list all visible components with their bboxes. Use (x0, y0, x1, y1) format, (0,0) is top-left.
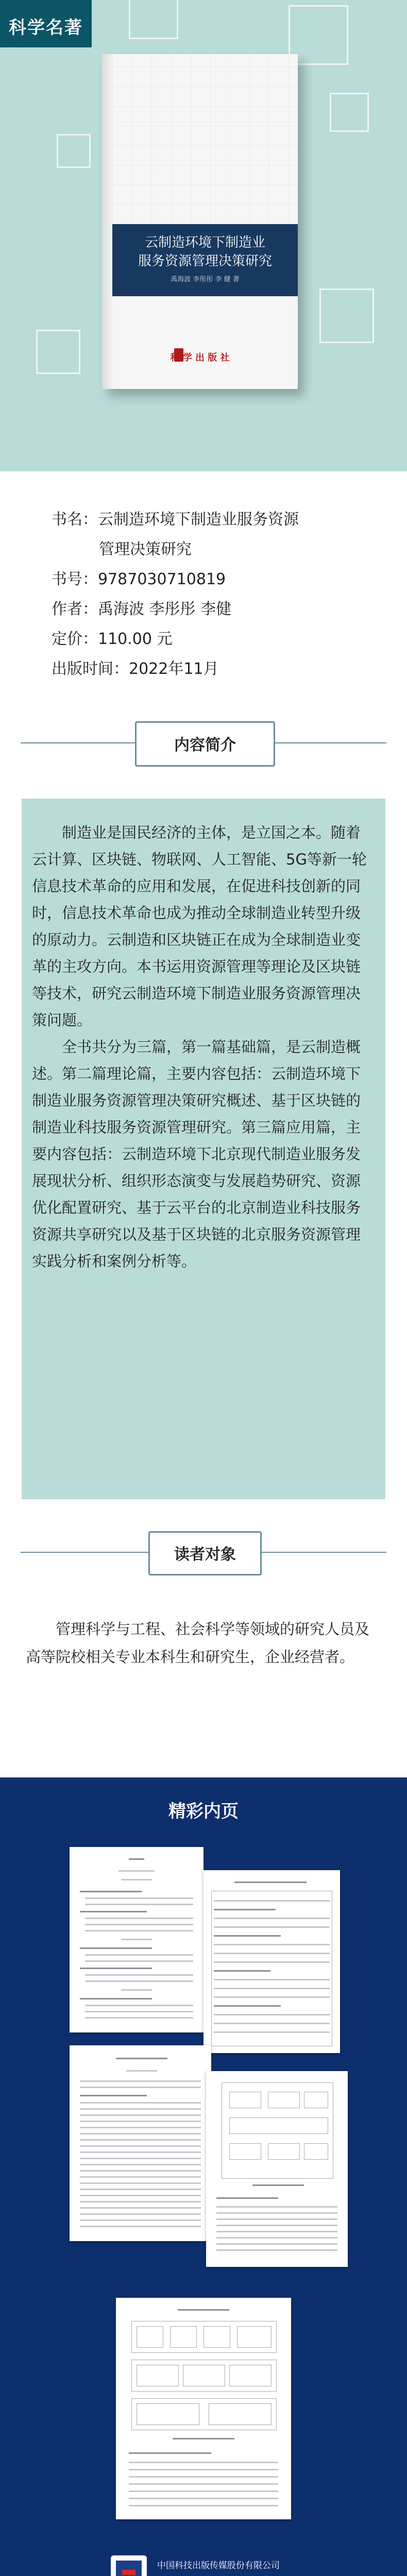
book-cover-title-line1: 云制造环境下制造业 (144, 235, 265, 250)
book-cover-image (102, 54, 298, 389)
publisher-logo-icon (111, 2555, 147, 2576)
info-date-value: 2022年11月 (129, 660, 219, 678)
intro-text (32, 819, 375, 1275)
category-badge (0, 0, 92, 47)
category-badge-label: 科学名著 (9, 18, 83, 38)
decor-square (57, 134, 91, 168)
info-title-row (52, 505, 381, 535)
preview-page-diagram (206, 2071, 348, 2267)
info-date-row (52, 654, 381, 684)
info-isbn-value: 9787030710819 (98, 570, 226, 588)
preview-page-toc (70, 1847, 204, 2032)
book-spine (102, 54, 112, 389)
info-price-label: 定价： (52, 630, 98, 648)
publisher-footer (111, 2553, 327, 2576)
book-cover-pattern (112, 54, 298, 224)
info-author-row (52, 595, 381, 624)
decor-square (319, 289, 374, 343)
info-price-row (52, 624, 381, 654)
decor-square (129, 0, 178, 39)
readers-text: 管理科学与工程、社会科学等领域的研究人员及高等院校相关专业本科生和研究生，企业经营者。 (26, 1620, 370, 1666)
readers-heading: 读者对象 (174, 1546, 236, 1564)
intro-paragraph: 全书共分为三篇，第一篇基础篇，是云制造概述。第二篇理论篇，主要内容包括：云制造环境下制造业服务资源管理决策研究概述、基于区块链的制造业科技服务资源管理研究。第三篇应用篇，主要内容包括：云制造环境下北京现代制造业服务发展现状分析、组织形态演变与发展趋势研究、资源优化配置研究、基于云平台的北京制造业科技服务资源共享研究以及基于区块链的北京服务资源管理实践分析和案例分析等。 (32, 1038, 361, 1270)
book-cover-title (117, 233, 293, 270)
info-isbn-row (52, 565, 381, 595)
decor-square (330, 93, 369, 132)
preview-page-flow (116, 2298, 291, 2519)
info-isbn-label: 书号： (52, 570, 98, 588)
info-author-label: 作者： (52, 600, 98, 618)
preview-page-table (204, 1870, 340, 2053)
book-cover-publisher: 科 学 出 版 社 (170, 352, 230, 363)
info-title-value: 云制造环境下制造业服务资源 (98, 511, 299, 529)
publisher-name (158, 2573, 246, 2576)
preview-page-chapter (70, 2045, 211, 2241)
info-author-value: 禹海波 李彤彤 李健 (98, 600, 232, 618)
decor-square (36, 330, 80, 374)
preview-section (0, 1777, 407, 2576)
book-info (52, 505, 381, 684)
intro-paragraph: 制造业是国民经济的主体，是立国之本。随着云计算、区块链、物联网、人工智能、5G等新一轮信息技术革命的应用和发展，在促进科技创新的同时，信息技术革命也成为推动全球制造业转型升级的原动力。云制造和区块链正在成为全球制造业变革的主攻方向。本书运用资源管理等理论及区块链等技术，研究云制造环境下制造业服务资源管理决策问题。 (32, 824, 367, 1029)
info-price-value: 110.00 元 (98, 630, 173, 648)
book-cover-authors: 禹海波 李彤彤 李 健 著 (171, 276, 240, 283)
info-date-label: 出版时间： (52, 660, 129, 678)
publisher-group-name: 中国科技出版传媒股份有限公司 (157, 2561, 280, 2571)
preview-heading: 精彩内页 (168, 1801, 239, 1822)
info-title-cont: 管理决策研究 (99, 540, 192, 558)
book-title-band (112, 224, 298, 296)
info-title-label: 书名： (52, 511, 98, 529)
book-cover-title-line2: 服务资源管理决策研究 (138, 253, 272, 269)
intro-heading: 内容简介 (174, 736, 236, 754)
